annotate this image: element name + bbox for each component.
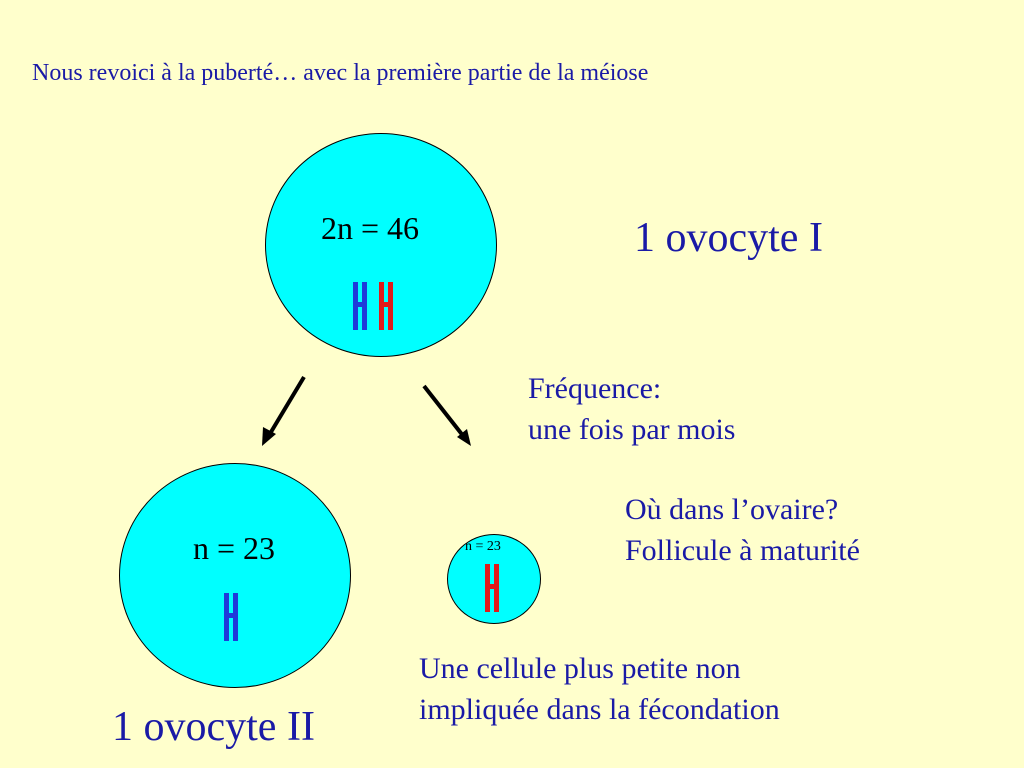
ovocyte-1-label: 1 ovocyte I (634, 215, 823, 261)
polar-body-description-line1: Une cellule plus petite non (419, 652, 741, 685)
chromosome-icon (484, 562, 504, 614)
location-answer: Follicule à maturité (625, 534, 860, 567)
polar-body-description-line2: impliquée dans la fécondation (419, 693, 780, 726)
chromosome-pair-icon (352, 280, 402, 332)
ovocyte-1-cell (265, 133, 497, 357)
ovocyte-2-label: 1 ovocyte II (112, 704, 315, 750)
polar-body-cell (447, 534, 541, 624)
polar-body-description (419, 648, 780, 730)
ovocyte-2-cell (119, 463, 351, 688)
location-text (625, 489, 860, 571)
frequency-heading: Fréquence: (528, 372, 662, 405)
ovocyte-1-ploidy: 2n = 46 (321, 210, 420, 246)
arrow-down-left-icon (262, 377, 304, 446)
slide-title: Nous revoici à la puberté… avec la première partie de la méiose (32, 60, 649, 86)
chromosome-icon (223, 591, 243, 643)
frequency-text (528, 368, 735, 450)
arrow-down-right-icon (424, 386, 471, 446)
frequency-value: une fois par mois (528, 413, 736, 446)
polar-body-ploidy: n = 23 (465, 539, 501, 554)
location-question: Où dans l’ovaire? (625, 493, 839, 526)
ovocyte-2-ploidy: n = 23 (193, 530, 276, 566)
